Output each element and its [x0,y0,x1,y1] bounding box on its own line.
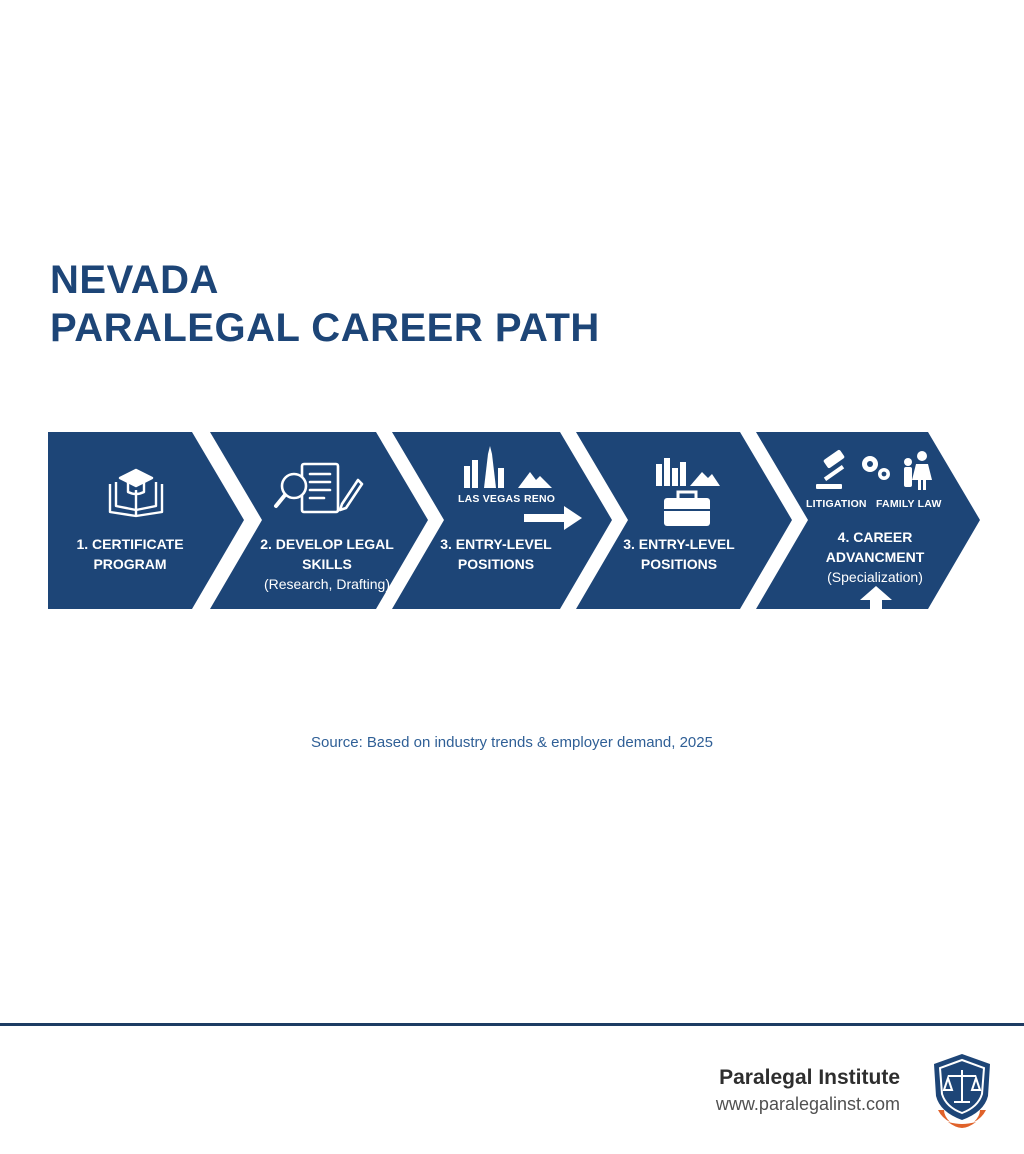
city-arrow-icon [462,444,582,532]
title-line-2: PARALEGAL CAREER PATH [50,306,600,350]
footer-divider [0,1023,1024,1026]
footer-brand [716,1064,900,1116]
step-4-label: 3. ENTRY-LEVEL POSITIONS [623,536,735,572]
graduation-book-icon [106,462,166,518]
step-2-label: 2. DEVELOP LEGAL SKILLS (Research, Drafting) [260,536,394,592]
las-vegas-label: LAS VEGAS [458,493,521,505]
litigation-label: LITIGATION [806,498,867,510]
chevron-step-1 [48,432,244,609]
brand-name: Paralegal Institute [719,1066,900,1089]
scales-shield-logo-icon [928,1052,996,1130]
briefcase-icon [654,454,720,528]
source-note: Source: Based on industry trends & employer demand, 2025 [311,734,713,751]
step-3-label: 3. ENTRY-LEVEL POSITIONS [440,536,552,572]
step-5-label: 4. CAREER ADVANCMENT (Specialization) [825,529,925,585]
step-1-label: 1. CERTIFICATE PROGRAM [76,536,184,572]
gavel-gears-family-icon [814,448,938,492]
magnifier-document-pen-icon [272,460,368,518]
family-law-label: FAMILY LAW [876,498,942,510]
up-arrow-icon [856,584,896,610]
brand-url[interactable]: www.paralegalinst.com [715,1094,900,1114]
title-line-1: NEVADA [50,258,219,302]
reno-label: RENO [524,493,556,505]
